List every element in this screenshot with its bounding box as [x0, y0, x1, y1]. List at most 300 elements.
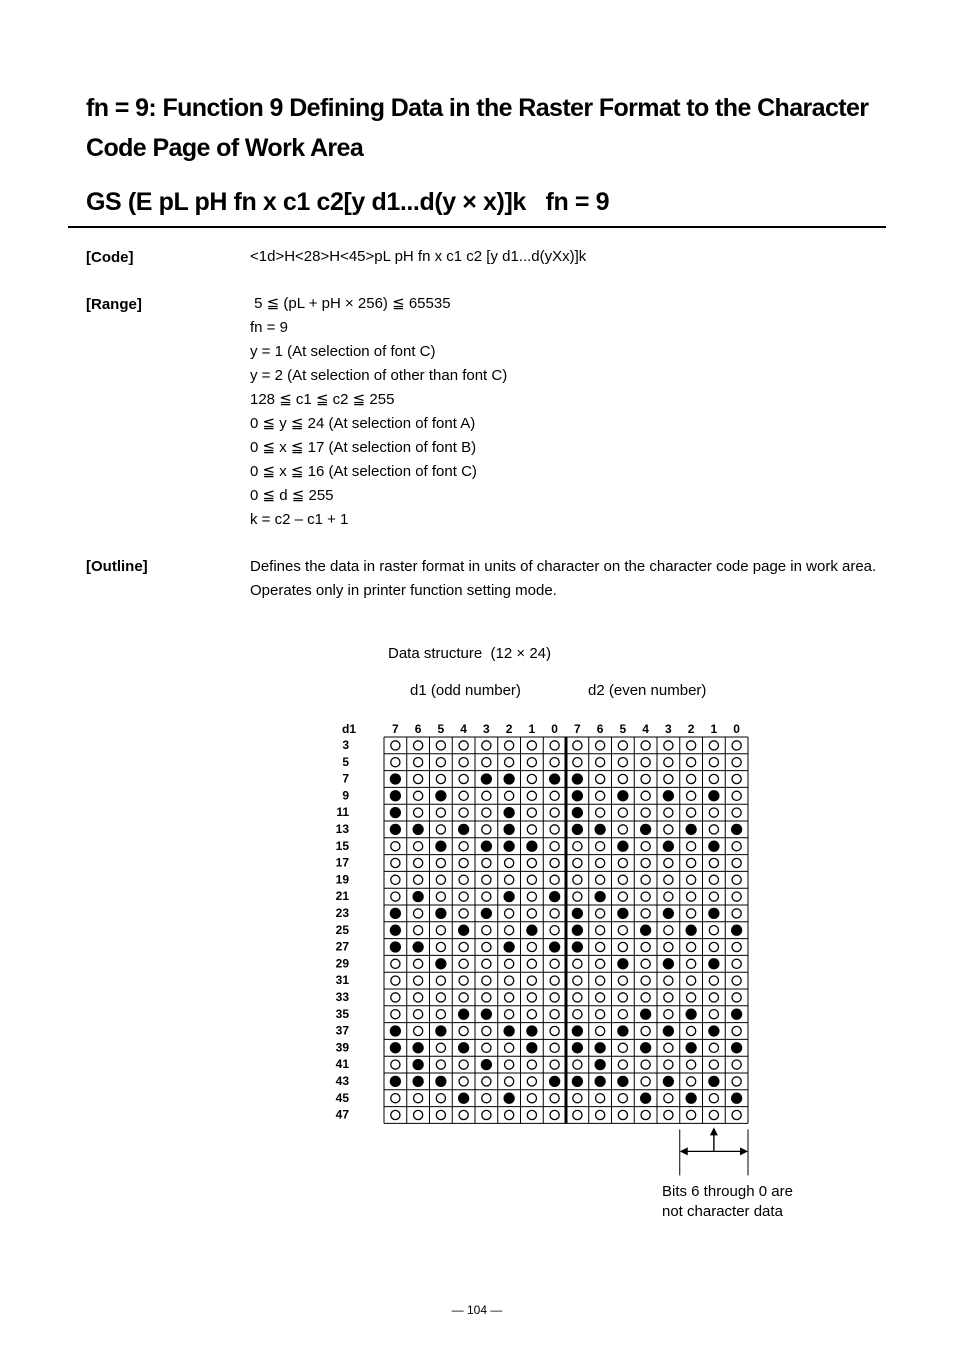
- dot-empty: [391, 1010, 400, 1019]
- dot-filled: [595, 892, 605, 902]
- dot-filled: [504, 808, 514, 818]
- dot-empty: [550, 909, 559, 918]
- dot-empty: [482, 976, 491, 985]
- dot-empty: [596, 1010, 605, 1019]
- dot-empty: [687, 741, 696, 750]
- dot-empty: [641, 774, 650, 783]
- dot-filled: [413, 1076, 423, 1086]
- dot-empty: [664, 1110, 673, 1119]
- dot-empty: [527, 791, 536, 800]
- dot-filled: [459, 1043, 469, 1053]
- range-line: y = 1 (At selection of font C): [250, 343, 436, 360]
- dot-filled: [663, 841, 673, 851]
- dot-empty: [459, 875, 468, 884]
- dot-filled: [572, 824, 582, 834]
- dot-filled: [481, 1009, 491, 1019]
- dot-empty: [414, 758, 423, 767]
- dot-empty: [436, 976, 445, 985]
- dot-empty: [732, 774, 741, 783]
- dot-empty: [687, 1110, 696, 1119]
- dot-empty: [505, 758, 514, 767]
- dot-empty: [527, 1010, 536, 1019]
- dot-empty: [414, 1010, 423, 1019]
- dot-empty: [573, 892, 582, 901]
- dot-empty: [709, 892, 718, 901]
- dot-filled: [732, 1093, 742, 1103]
- dot-empty: [436, 926, 445, 935]
- range-line: 5 ≦ (pL + pH × 256) ≦ 65535: [250, 295, 451, 312]
- dot-empty: [732, 993, 741, 1002]
- row-label: 43: [335, 1074, 349, 1088]
- dot-empty: [641, 942, 650, 951]
- dot-filled: [572, 1076, 582, 1086]
- dot-empty: [527, 1110, 536, 1119]
- row-label: 41: [335, 1057, 349, 1072]
- dot-empty: [482, 993, 491, 1002]
- dot-empty: [527, 741, 536, 750]
- dot-empty: [732, 942, 741, 951]
- dot-empty: [709, 976, 718, 985]
- dot-empty: [573, 875, 582, 884]
- dot-empty: [596, 741, 605, 750]
- dot-empty: [664, 1043, 673, 1052]
- dot-filled: [663, 1076, 673, 1086]
- dot-empty: [573, 758, 582, 767]
- bit-label: 1: [528, 722, 536, 736]
- dot-filled: [550, 892, 560, 902]
- dot-filled: [459, 925, 469, 935]
- dot-filled: [618, 1026, 628, 1036]
- dot-empty: [482, 758, 491, 767]
- bit-label: 0: [551, 722, 558, 736]
- row-label: 11: [336, 805, 349, 820]
- dot-empty: [527, 758, 536, 767]
- dot-empty: [732, 858, 741, 867]
- dot-empty: [641, 892, 650, 901]
- dot-filled: [572, 908, 582, 918]
- dot-empty: [596, 909, 605, 918]
- dot-filled: [527, 925, 537, 935]
- row-label: 15: [335, 838, 349, 853]
- dot-empty: [618, 875, 627, 884]
- dot-filled: [504, 892, 514, 902]
- dot-empty: [732, 909, 741, 918]
- dot-empty: [459, 858, 468, 867]
- arrow-head: [680, 1147, 688, 1155]
- dot-empty: [687, 976, 696, 985]
- dot-empty: [709, 1060, 718, 1069]
- dot-empty: [641, 808, 650, 817]
- dot-filled: [663, 1026, 673, 1036]
- dot-empty: [596, 1110, 605, 1119]
- row-label: 13: [335, 822, 349, 836]
- dot-filled: [390, 908, 400, 918]
- dot-empty: [664, 1010, 673, 1019]
- dot-empty: [550, 1060, 559, 1069]
- dot-empty: [641, 791, 650, 800]
- dot-empty: [573, 1010, 582, 1019]
- dot-filled: [709, 959, 719, 969]
- dot-empty: [687, 892, 696, 901]
- dot-empty: [550, 808, 559, 817]
- range-line: 0 ≦ y ≦ 24 (At selection of font A): [250, 415, 476, 432]
- dot-empty: [618, 1010, 627, 1019]
- d1-label: d1 (odd number): [410, 682, 521, 699]
- dot-filled: [436, 1076, 446, 1086]
- page-title: fn = 9: Function 9 Defining Data in the Raster Format to the Character Code Page of Work Area: [86, 94, 869, 162]
- dot-empty: [436, 774, 445, 783]
- row-label: 9: [342, 788, 349, 803]
- dot-empty: [732, 791, 741, 800]
- dot-empty: [482, 1026, 491, 1035]
- dot-filled: [413, 1043, 423, 1053]
- dot-filled: [595, 1060, 605, 1070]
- dot-empty: [550, 1094, 559, 1103]
- dot-empty: [709, 741, 718, 750]
- dot-empty: [596, 959, 605, 968]
- dot-filled: [436, 841, 446, 851]
- dot-empty: [573, 1060, 582, 1069]
- dot-empty: [596, 791, 605, 800]
- dot-empty: [732, 959, 741, 968]
- dot-empty: [596, 993, 605, 1002]
- dot-empty: [527, 808, 536, 817]
- dot-empty: [414, 791, 423, 800]
- dot-empty: [550, 825, 559, 834]
- dot-empty: [664, 993, 673, 1002]
- dot-filled: [459, 824, 469, 834]
- dot-filled: [390, 925, 400, 935]
- dot-empty: [596, 842, 605, 851]
- dot-filled: [390, 1076, 400, 1086]
- row-label: 19: [335, 872, 349, 887]
- dot-empty: [618, 942, 627, 951]
- dot-empty: [550, 926, 559, 935]
- dot-empty: [459, 892, 468, 901]
- arrow-head: [740, 1147, 748, 1155]
- dot-empty: [482, 791, 491, 800]
- dot-empty: [505, 875, 514, 884]
- dot-empty: [550, 842, 559, 851]
- dot-empty: [436, 858, 445, 867]
- dot-empty: [573, 741, 582, 750]
- row-label: 31: [335, 973, 349, 988]
- dot-empty: [459, 1026, 468, 1035]
- dot-empty: [641, 842, 650, 851]
- dot-filled: [686, 1093, 696, 1103]
- dot-filled: [413, 942, 423, 952]
- dot-empty: [618, 741, 627, 750]
- dot-filled: [732, 925, 742, 935]
- row-label: 33: [335, 990, 349, 1004]
- dot-empty: [641, 758, 650, 767]
- dot-filled: [481, 774, 491, 784]
- row-label: 39: [335, 1040, 349, 1055]
- dot-empty: [687, 774, 696, 783]
- dot-empty: [618, 825, 627, 834]
- dot-empty: [596, 758, 605, 767]
- dot-empty: [573, 842, 582, 851]
- dot-filled: [595, 1076, 605, 1086]
- dot-empty: [550, 976, 559, 985]
- dot-empty: [709, 858, 718, 867]
- dot-empty: [414, 909, 423, 918]
- dot-filled: [390, 824, 400, 834]
- dot-filled: [618, 1076, 628, 1086]
- dot-filled: [709, 841, 719, 851]
- dot-filled: [481, 908, 491, 918]
- dot-empty: [641, 858, 650, 867]
- dot-empty: [596, 926, 605, 935]
- dot-filled: [641, 824, 651, 834]
- range-line: fn = 9: [250, 319, 288, 336]
- dot-empty: [505, 1060, 514, 1069]
- dot-empty: [482, 808, 491, 817]
- bit-label: 2: [505, 722, 513, 736]
- dot-empty: [596, 808, 605, 817]
- dot-empty: [550, 791, 559, 800]
- heading-divider: [68, 226, 886, 228]
- dot-empty: [391, 842, 400, 851]
- range-label: [Range]: [86, 296, 142, 313]
- outline-paragraph: Operates only in printer function setting mode.: [250, 582, 557, 599]
- arrow-head: [710, 1127, 718, 1135]
- dot-empty: [618, 926, 627, 935]
- dot-filled: [641, 925, 651, 935]
- bits-note-line: Bits 6 through 0 are: [662, 1183, 793, 1200]
- row-label: 35: [335, 1006, 349, 1021]
- dot-empty: [641, 976, 650, 985]
- dot-filled: [504, 942, 514, 952]
- dot-empty: [414, 1026, 423, 1035]
- dot-empty: [618, 993, 627, 1002]
- dot-empty: [596, 1094, 605, 1103]
- dot-empty: [482, 959, 491, 968]
- row-label: 25: [335, 922, 349, 937]
- dot-filled: [459, 1093, 469, 1103]
- dot-filled: [595, 824, 605, 834]
- dot-filled: [709, 1026, 719, 1036]
- dot-filled: [663, 791, 673, 801]
- dot-empty: [664, 858, 673, 867]
- dot-empty: [550, 1110, 559, 1119]
- dot-empty: [687, 1026, 696, 1035]
- bit-label: 6: [414, 722, 422, 736]
- dot-empty: [527, 858, 536, 867]
- dot-empty: [436, 892, 445, 901]
- dot-filled: [732, 1009, 742, 1019]
- dot-empty: [709, 1010, 718, 1019]
- dot-empty: [618, 808, 627, 817]
- dot-empty: [641, 1077, 650, 1086]
- dot-empty: [550, 1026, 559, 1035]
- dot-empty: [664, 758, 673, 767]
- dot-empty: [482, 1077, 491, 1086]
- code-value: <1d>H<28>H<45>pL pH fn x c1 c2 [y d1...d(yXx)]k: [250, 248, 587, 265]
- range-line: 0 ≦ x ≦ 17 (At selection of font B): [250, 439, 477, 456]
- dot-empty: [709, 825, 718, 834]
- dot-empty: [687, 1060, 696, 1069]
- dot-empty: [414, 808, 423, 817]
- dot-empty: [527, 875, 536, 884]
- dot-empty: [641, 909, 650, 918]
- dot-empty: [459, 942, 468, 951]
- dot-empty: [391, 875, 400, 884]
- dot-empty: [687, 791, 696, 800]
- dot-empty: [414, 976, 423, 985]
- dot-empty: [618, 1060, 627, 1069]
- dot-empty: [436, 942, 445, 951]
- dot-empty: [618, 858, 627, 867]
- dot-empty: [709, 875, 718, 884]
- dot-empty: [459, 758, 468, 767]
- dot-filled: [504, 1093, 514, 1103]
- row-label: 29: [335, 956, 349, 971]
- dot-empty: [436, 875, 445, 884]
- dot-empty: [436, 1110, 445, 1119]
- dot-empty: [505, 858, 514, 867]
- bits-note-line: not character data: [662, 1203, 783, 1220]
- dot-empty: [687, 1077, 696, 1086]
- dot-empty: [391, 858, 400, 867]
- dot-filled: [572, 1026, 582, 1036]
- dot-filled: [390, 942, 400, 952]
- range-list: [250, 292, 507, 532]
- bit-label: 4: [642, 722, 649, 736]
- dot-empty: [618, 1094, 627, 1103]
- bit-label: 7: [392, 722, 399, 736]
- dot-empty: [505, 993, 514, 1002]
- dot-empty: [596, 858, 605, 867]
- d2-label: d2 (even number): [588, 682, 707, 699]
- dot-empty: [459, 791, 468, 800]
- dot-empty: [641, 993, 650, 1002]
- dot-filled: [572, 1043, 582, 1053]
- dot-filled: [527, 1043, 537, 1053]
- dot-empty: [436, 741, 445, 750]
- dot-empty: [414, 741, 423, 750]
- dot-empty: [709, 1043, 718, 1052]
- dot-empty: [618, 976, 627, 985]
- range-line: 0 ≦ x ≦ 16 (At selection of font C): [250, 463, 477, 480]
- dot-empty: [505, 741, 514, 750]
- dot-empty: [436, 1060, 445, 1069]
- dot-empty: [436, 993, 445, 1002]
- dot-filled: [572, 925, 582, 935]
- dot-empty: [527, 909, 536, 918]
- dot-filled: [390, 1026, 400, 1036]
- range-line: 0 ≦ d ≦ 255: [250, 487, 334, 504]
- dot-empty: [687, 858, 696, 867]
- dot-filled: [709, 791, 719, 801]
- dot-empty: [618, 1110, 627, 1119]
- dot-empty: [505, 959, 514, 968]
- dot-empty: [414, 875, 423, 884]
- bit-label: 7: [574, 722, 581, 736]
- dot-empty: [664, 825, 673, 834]
- dot-empty: [664, 976, 673, 985]
- dot-empty: [664, 808, 673, 817]
- dot-empty: [505, 1077, 514, 1086]
- dot-empty: [732, 976, 741, 985]
- dot-empty: [414, 858, 423, 867]
- dot-filled: [686, 1043, 696, 1053]
- dot-empty: [641, 1060, 650, 1069]
- dot-empty: [573, 993, 582, 1002]
- dot-empty: [709, 1110, 718, 1119]
- dot-empty: [482, 1043, 491, 1052]
- dot-filled: [436, 959, 446, 969]
- dot-empty: [459, 741, 468, 750]
- dot-empty: [459, 1077, 468, 1086]
- dot-empty: [664, 1094, 673, 1103]
- dot-filled: [572, 791, 582, 801]
- dot-empty: [482, 942, 491, 951]
- bit-label: 2: [687, 722, 695, 736]
- dot-empty: [550, 758, 559, 767]
- dot-empty: [550, 875, 559, 884]
- dot-empty: [709, 774, 718, 783]
- dot-filled: [572, 808, 582, 818]
- dot-filled: [459, 1009, 469, 1019]
- command-heading: GS (E pL pH fn x c1 c2[y d1...d(y × x)]k fn = 9: [86, 188, 610, 216]
- dot-empty: [482, 1110, 491, 1119]
- dot-empty: [482, 926, 491, 935]
- bit-label: 4: [460, 722, 467, 736]
- dot-empty: [482, 741, 491, 750]
- dot-empty: [505, 909, 514, 918]
- dot-empty: [391, 976, 400, 985]
- dot-empty: [527, 993, 536, 1002]
- dot-empty: [505, 1110, 514, 1119]
- dot-empty: [527, 774, 536, 783]
- row-label: 5: [342, 754, 349, 769]
- dot-filled: [618, 841, 628, 851]
- dot-empty: [459, 808, 468, 817]
- dot-filled: [686, 824, 696, 834]
- dot-empty: [687, 942, 696, 951]
- dot-empty: [596, 875, 605, 884]
- dot-filled: [390, 774, 400, 784]
- dot-empty: [687, 993, 696, 1002]
- dot-empty: [505, 976, 514, 985]
- dot-empty: [391, 1110, 400, 1119]
- dot-filled: [709, 908, 719, 918]
- dot-empty: [391, 741, 400, 750]
- dot-empty: [527, 825, 536, 834]
- dot-empty: [459, 1060, 468, 1069]
- bit-grid-diagram: [334, 718, 764, 1178]
- dot-empty: [732, 892, 741, 901]
- dot-empty: [459, 842, 468, 851]
- dot-empty: [664, 942, 673, 951]
- dot-empty: [459, 1110, 468, 1119]
- dot-empty: [459, 993, 468, 1002]
- dot-filled: [436, 908, 446, 918]
- dot-empty: [414, 959, 423, 968]
- dot-empty: [505, 1043, 514, 1052]
- dot-empty: [482, 858, 491, 867]
- range-line: y = 2 (At selection of other than font C): [250, 367, 508, 384]
- dot-empty: [687, 909, 696, 918]
- dot-filled: [732, 1043, 742, 1053]
- dot-empty: [436, 758, 445, 767]
- dot-filled: [504, 824, 514, 834]
- dot-empty: [641, 1026, 650, 1035]
- dot-filled: [732, 824, 742, 834]
- dot-filled: [504, 1026, 514, 1036]
- dot-empty: [618, 1043, 627, 1052]
